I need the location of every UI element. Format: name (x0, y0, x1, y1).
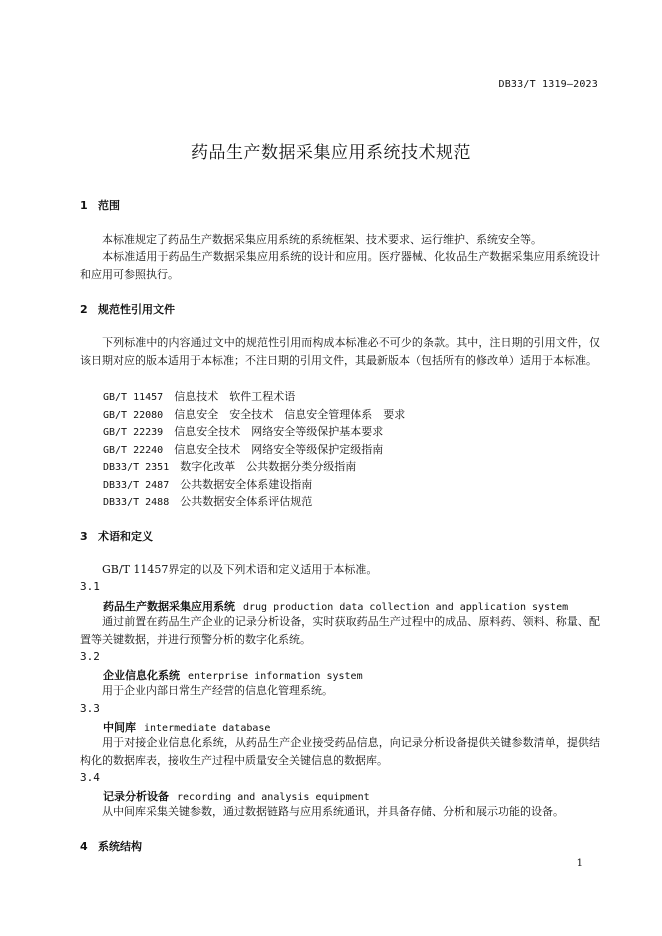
term-definition: 用于对接企业信息化系统，从药品生产企业接受药品信息，向记录分析设备提供关键参数清单，提供结构化的数据库表，接收生产过程中质量安全关键信息的数据库。 (80, 736, 600, 767)
section-number: 1 (80, 199, 88, 212)
reference-item: DB33/T 2487 公共数据安全体系建设指南 (103, 478, 313, 491)
page-title: 药品生产数据采集应用系统技术规范 (191, 143, 471, 163)
reference-item: DB33/T 2351 数字化改革 公共数据分类分级指南 (103, 460, 357, 473)
term-number: 3.4 (80, 771, 100, 784)
term-definition: 从中间库采集关键参数，通过数据链路与应用系统通讯，并具备存储、分析和展示功能的设备。 (102, 805, 564, 818)
reference-item: GB/T 11457 信息技术 软件工程术语 (103, 390, 296, 403)
document-number: DB33/T 1319—2023 (498, 79, 598, 90)
scope-text-2: 本标准适用于药品生产数据采集应用系统的设计和应用。医疗器械、化妆品生产数据采集应用系统设计和应用可参照执行。 (80, 250, 600, 281)
term-zh: 记录分析设备 (103, 790, 169, 803)
normative-intro-text: 下列标准中的内容通过文中的规范性引用而构成本标准必不可少的条款。其中，注日期的引用文件，仅该日期对应的版本适用于本标准；不注日期的引用文件，其最新版本（包括所有的修改单）适用于本标准。 (80, 336, 600, 367)
section-2-heading (80, 303, 175, 316)
term-number: 3.1 (80, 580, 100, 593)
term-heading (103, 667, 363, 683)
section-title: 规范性引用文件 (98, 303, 175, 316)
section-4-heading (80, 840, 142, 853)
term-number: 3.2 (80, 650, 100, 663)
scope-paragraph-1 (80, 231, 600, 249)
term-definition: 通过前置在药品生产企业的记录分析设备，实时获取药品生产过程中的成品、原料药、领料、称量、配置等关键数据，并进行预警分析的数字化系统。 (80, 615, 600, 646)
term-zh: 药品生产数据采集应用系统 (103, 600, 235, 613)
reference-item: GB/T 22239 信息安全技术 网络安全等级保护基本要求 (103, 425, 384, 438)
term-en: enterprise information system (188, 671, 363, 682)
terms-intro-text: GB/T 11457界定的以及下列术语和定义适用于本标准。 (102, 563, 378, 576)
term-heading (103, 719, 270, 735)
term-zh: 中间库 (103, 721, 136, 734)
section-1-heading (80, 199, 120, 212)
section-number: 4 (80, 840, 88, 853)
section-number: 2 (80, 303, 88, 316)
section-title: 范围 (98, 199, 120, 212)
term-zh: 企业信息化系统 (103, 669, 180, 682)
section-number: 3 (80, 530, 88, 543)
page-number: 1 (576, 858, 583, 869)
section-3-heading (80, 530, 153, 543)
section-title: 术语和定义 (98, 530, 153, 543)
term-heading (103, 788, 370, 804)
normative-intro (80, 334, 600, 369)
term-en: intermediate database (144, 723, 271, 734)
terms-intro (80, 561, 600, 579)
reference-item: DB33/T 2488 公共数据安全体系评估规范 (103, 495, 313, 508)
term-heading (103, 598, 568, 614)
term-number: 3.3 (80, 702, 100, 715)
scope-text-1: 本标准规定了药品生产数据采集应用系统的系统框架、技术要求、运行维护、系统安全等。 (102, 233, 542, 246)
scope-paragraph-2 (80, 248, 600, 283)
reference-item: GB/T 22080 信息安全 安全技术 信息安全管理体系 要求 (103, 408, 406, 421)
term-definition: 用于企业内部日常生产经营的信息化管理系统。 (102, 684, 333, 697)
section-title: 系统结构 (98, 840, 142, 853)
term-en: drug production data collection and application system (243, 602, 569, 613)
term-en: recording and analysis equipment (177, 792, 370, 803)
reference-item: GB/T 22240 信息安全技术 网络安全等级保护定级指南 (103, 443, 384, 456)
